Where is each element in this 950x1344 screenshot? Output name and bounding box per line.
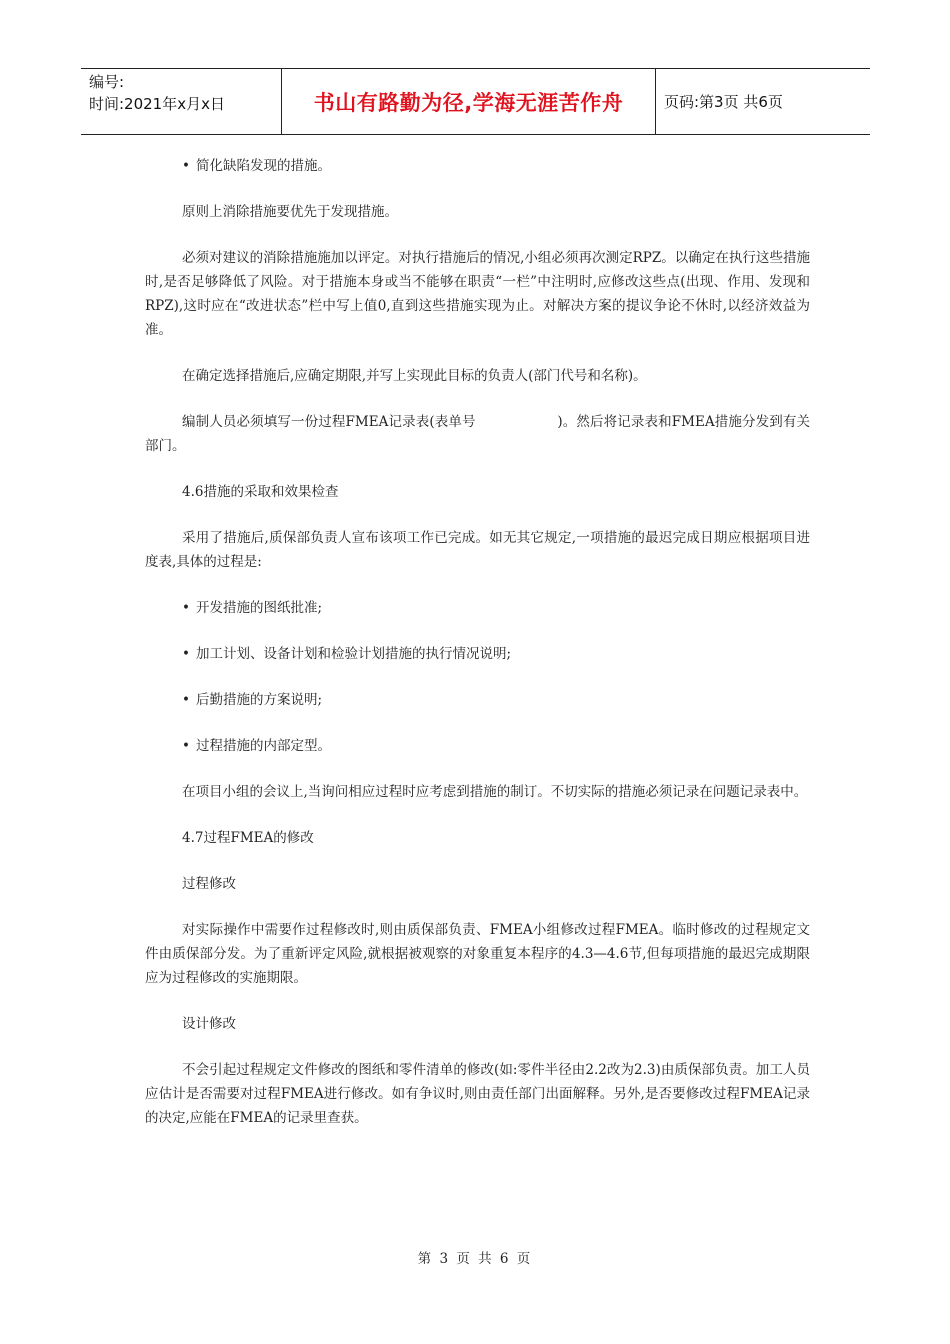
bullet-text: 简化缺陷发现的措施。: [196, 158, 331, 174]
bullet-item: [145, 642, 810, 666]
bullet-icon: •: [182, 692, 190, 708]
paragraph: 编制人员必须填写一份过程FMEA记录表(表单号 )。然后将记录表和FMEA措施分发到有关部门。: [145, 414, 810, 454]
paragraph: 不会引起过程规定文件修改的图纸和零件清单的修改(如:零件半径由2.2改为2.3)由质保部负责。加工人员应估计是否需要对过程FMEA进行修改。如有争议时,则由责任部门出面解释。另外,是否要修改过程FMEA记录的决定,应能在FMEA的记录里查获。: [145, 1062, 810, 1126]
page-footer: 第 3 页 共 6 页: [417, 1251, 533, 1267]
subsection-heading: 设计修改: [182, 1016, 236, 1032]
section-heading: 4.6措施的采取和效果检查: [182, 484, 339, 500]
header-motto: 书山有路勤为径,学海无涯苦作舟: [282, 69, 656, 134]
bullet-text: 开发措施的图纸批准;: [196, 600, 323, 616]
header-meta: [81, 69, 282, 134]
bullet-item: [145, 154, 810, 178]
bullet-item: [145, 688, 810, 712]
bullet-icon: •: [182, 738, 190, 754]
paragraph: 必须对建议的消除措施施加以评定。对执行措施后的情况,小组必须再次测定RPZ。以确定在执行这些措施时,是否足够降低了风险。对于措施本身或当不能够在职责“一栏”中注明时,应修改这些点(出现、作用、发现和RPZ),这时应在“改进状态”栏中写上值0,直到这些措施实现为止。对解决方案的提议争论不休时,以经济效益为准。: [145, 250, 810, 338]
bullet-icon: •: [182, 646, 190, 662]
bullet-item: [145, 734, 810, 758]
bullet-icon: •: [182, 158, 190, 174]
paragraph: 原则上消除措施要优先于发现措施。: [182, 204, 398, 220]
bullet-icon: •: [182, 600, 190, 616]
section-heading: 4.7过程FMEA的修改: [182, 830, 314, 846]
subsection-heading: 过程修改: [182, 876, 236, 892]
bullet-text: 过程措施的内部定型。: [196, 738, 331, 754]
bullet-item: [145, 596, 810, 620]
page-header: [81, 68, 870, 135]
paragraph: 对实际操作中需要作过程修改时,则由质保部负责、FMEA小组修改过程FMEA。临时修改的过程规定文件由质保部分发。为了重新评定风险,就根据被观察的对象重复本程序的4.3—4.6节,但每项措施的最迟完成期限应为过程修改的实施期限。: [145, 922, 810, 986]
bullet-text: 加工计划、设备计划和检验计划措施的执行情况说明;: [196, 646, 512, 662]
document-number-label: 编号:: [89, 73, 125, 91]
header-page-number: 页码:第3页 共6页: [664, 93, 783, 111]
document-body: [145, 154, 810, 1152]
document-date: 时间:2021年x月x日: [89, 95, 225, 113]
paragraph: 在项目小组的会议上,当询问相应过程时应考虑到措施的制订。不切实际的措施必须记录在问题记录表中。: [182, 784, 808, 800]
bullet-text: 后勤措施的方案说明;: [196, 692, 323, 708]
paragraph: 在确定选择措施后,应确定期限,并写上实现此目标的负责人(部门代号和名称)。: [182, 368, 647, 384]
paragraph: 采用了措施后,质保部负责人宣布该项工作已完成。如无其它规定,一项措施的最迟完成日期应根据项目进度表,具体的过程是:: [145, 530, 810, 570]
